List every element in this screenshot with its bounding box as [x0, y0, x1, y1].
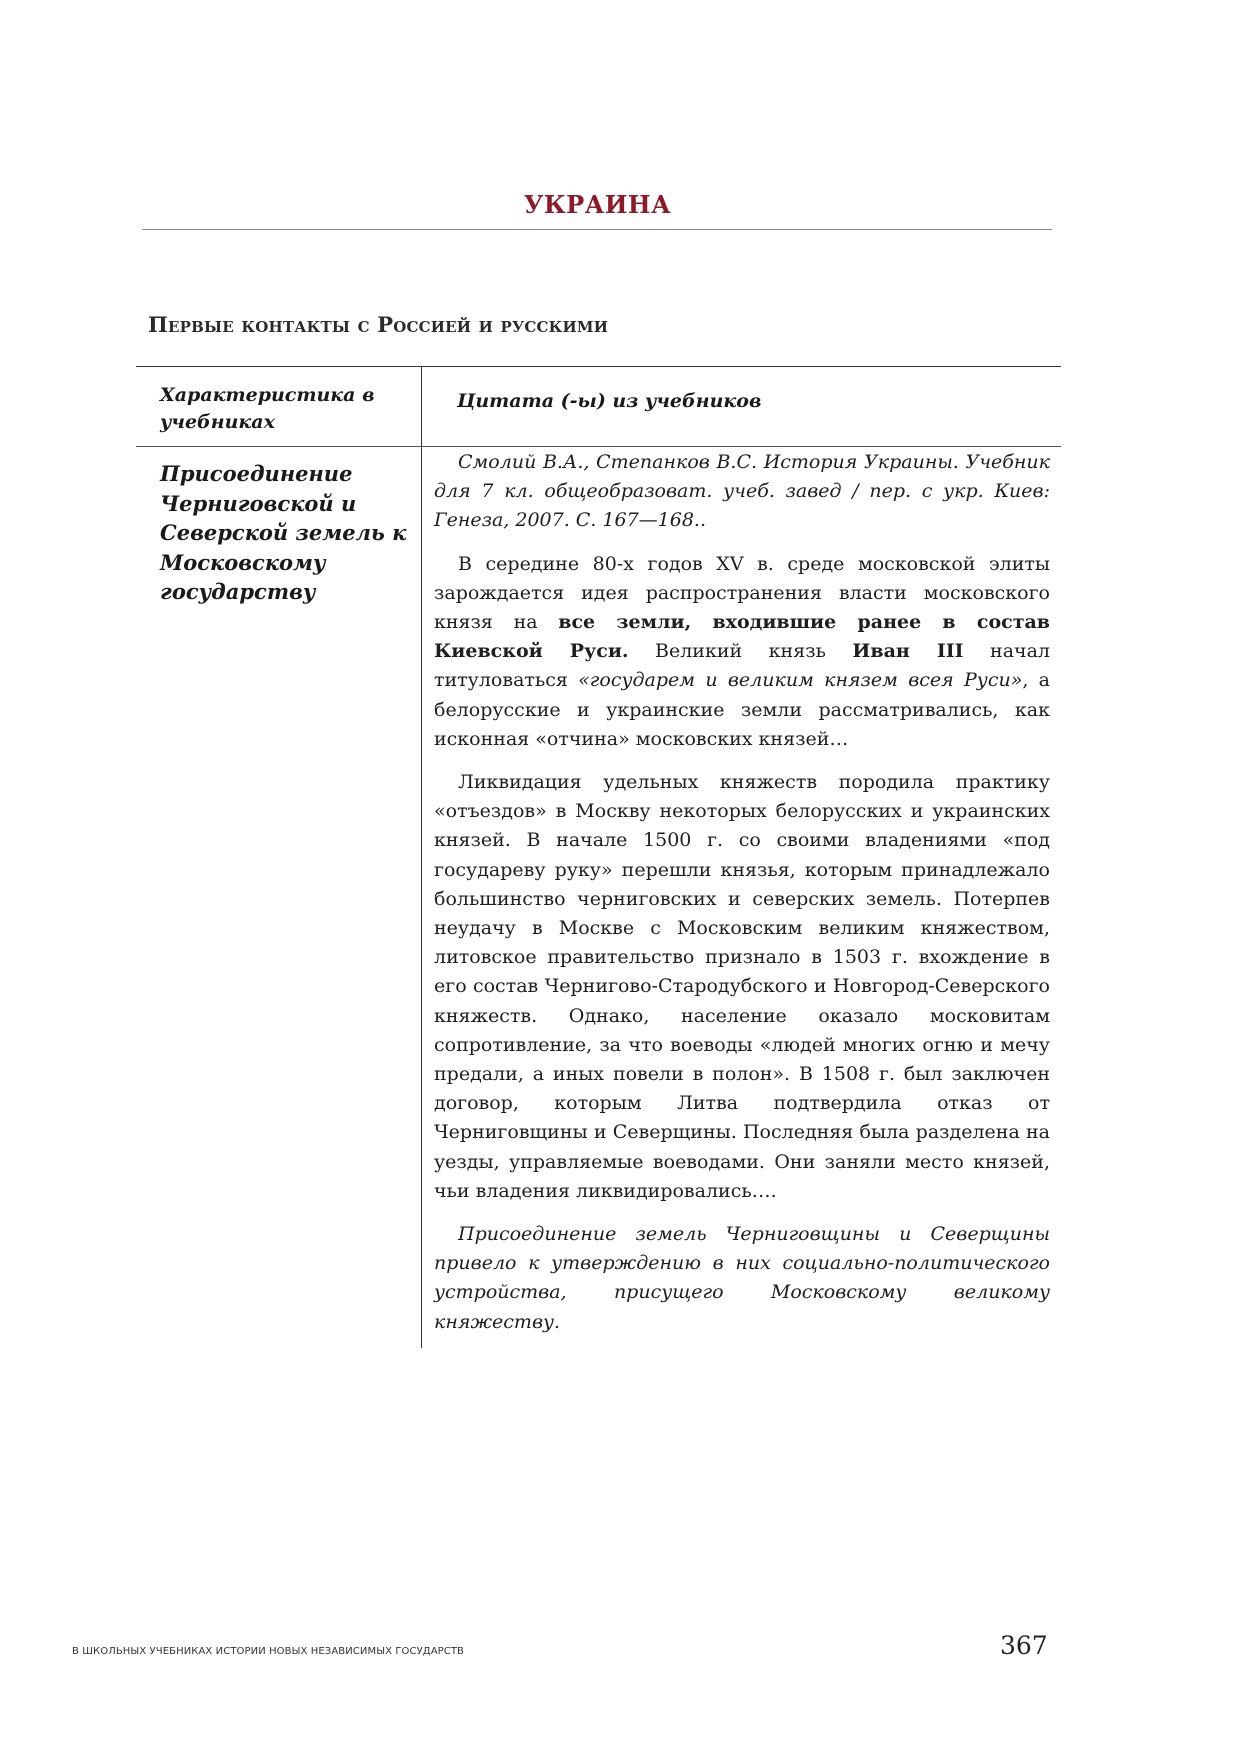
- quote-paragraph-2: Ликвидация удельных княжеств породила практику «отъездов» в Москву некоторых белорусских и украинских князей. В начале 1500 г. со своими владениями «под государеву руку» перешли князья, которым принадлежало большинство черниговских и северских земель. Потерпев неудачу в Москве с Московским великим княжеством, литовское правительство признало в 1503 г. вхождение в его состав Чернигово-Стародубского и Новгород-Северского княжеств. Однако, население оказало московитам сопротивление, за что воеводы «людей многих огню и мечу предали, а иных повели в полон». В 1508 г. был заключен договор, которым Литва подтвердила отказ от Черниговщины и Северщины. Последняя была разделена на уезды, управляемые воеводами. Они заняли место князей, чьи владения ликвидировались….: [434, 771, 1050, 1202]
- quote-bold-text: Иван III: [852, 640, 964, 663]
- table-column-divider: [421, 366, 422, 1348]
- table-header-characteristic: Характеристика в учебниках: [160, 384, 375, 433]
- table-header-border: [136, 446, 1061, 447]
- chapter-title: УКРАИНА: [523, 190, 672, 219]
- table-top-border: [136, 366, 1061, 367]
- page-number: 367: [1000, 1631, 1048, 1660]
- quote-italic-text: «государем и великим князем всея Руси»: [578, 669, 1023, 692]
- source-citation: Смолий В.А., Степанков В.С. История Украины. Учебник для 7 кл. общеобразоват. учеб. завед / пер. с укр. Киев: Генеза, 2007. С. 167—168..: [434, 451, 1050, 532]
- quote-column: [434, 448, 1050, 1351]
- quote-conclusion: Присоединение земель Черниговщины и Северщины привело к утверждению в них социально-политического устройства, присущего Московскому великому княжеству.: [434, 1223, 1050, 1333]
- running-footer-title: В ШКОЛЬНЫХ УЧЕБНИКАХ ИСТОРИИ НОВЫХ НЕЗАВИСИМЫХ ГОСУДАРСТВ: [72, 1646, 465, 1657]
- chapter-title-rule: [142, 229, 1052, 230]
- quote-text: , а белорусские и украинские земли рассматривались, как исконная «отчина» московских князей…: [434, 669, 1050, 750]
- quote-bold-text: все земли, входившие ранее в состав Киевской Руси.: [434, 611, 1050, 663]
- quote-text: начал титуловаться: [434, 640, 1051, 692]
- table-row-label: Присоединение Черниговской и Северской земель к Московскому государству: [160, 461, 407, 604]
- section-title: Первые контакты с Россией и русскими: [148, 312, 609, 337]
- quote-paragraph-1: [434, 550, 1050, 754]
- quote-text: Великий князь: [628, 640, 853, 663]
- table-header-quote: Цитата (-ы) из учебников: [457, 390, 762, 412]
- quote-text: В середине 80-х годов XV в. среде московской элиты зарождается идея распространения власти московского князя на: [434, 552, 1050, 634]
